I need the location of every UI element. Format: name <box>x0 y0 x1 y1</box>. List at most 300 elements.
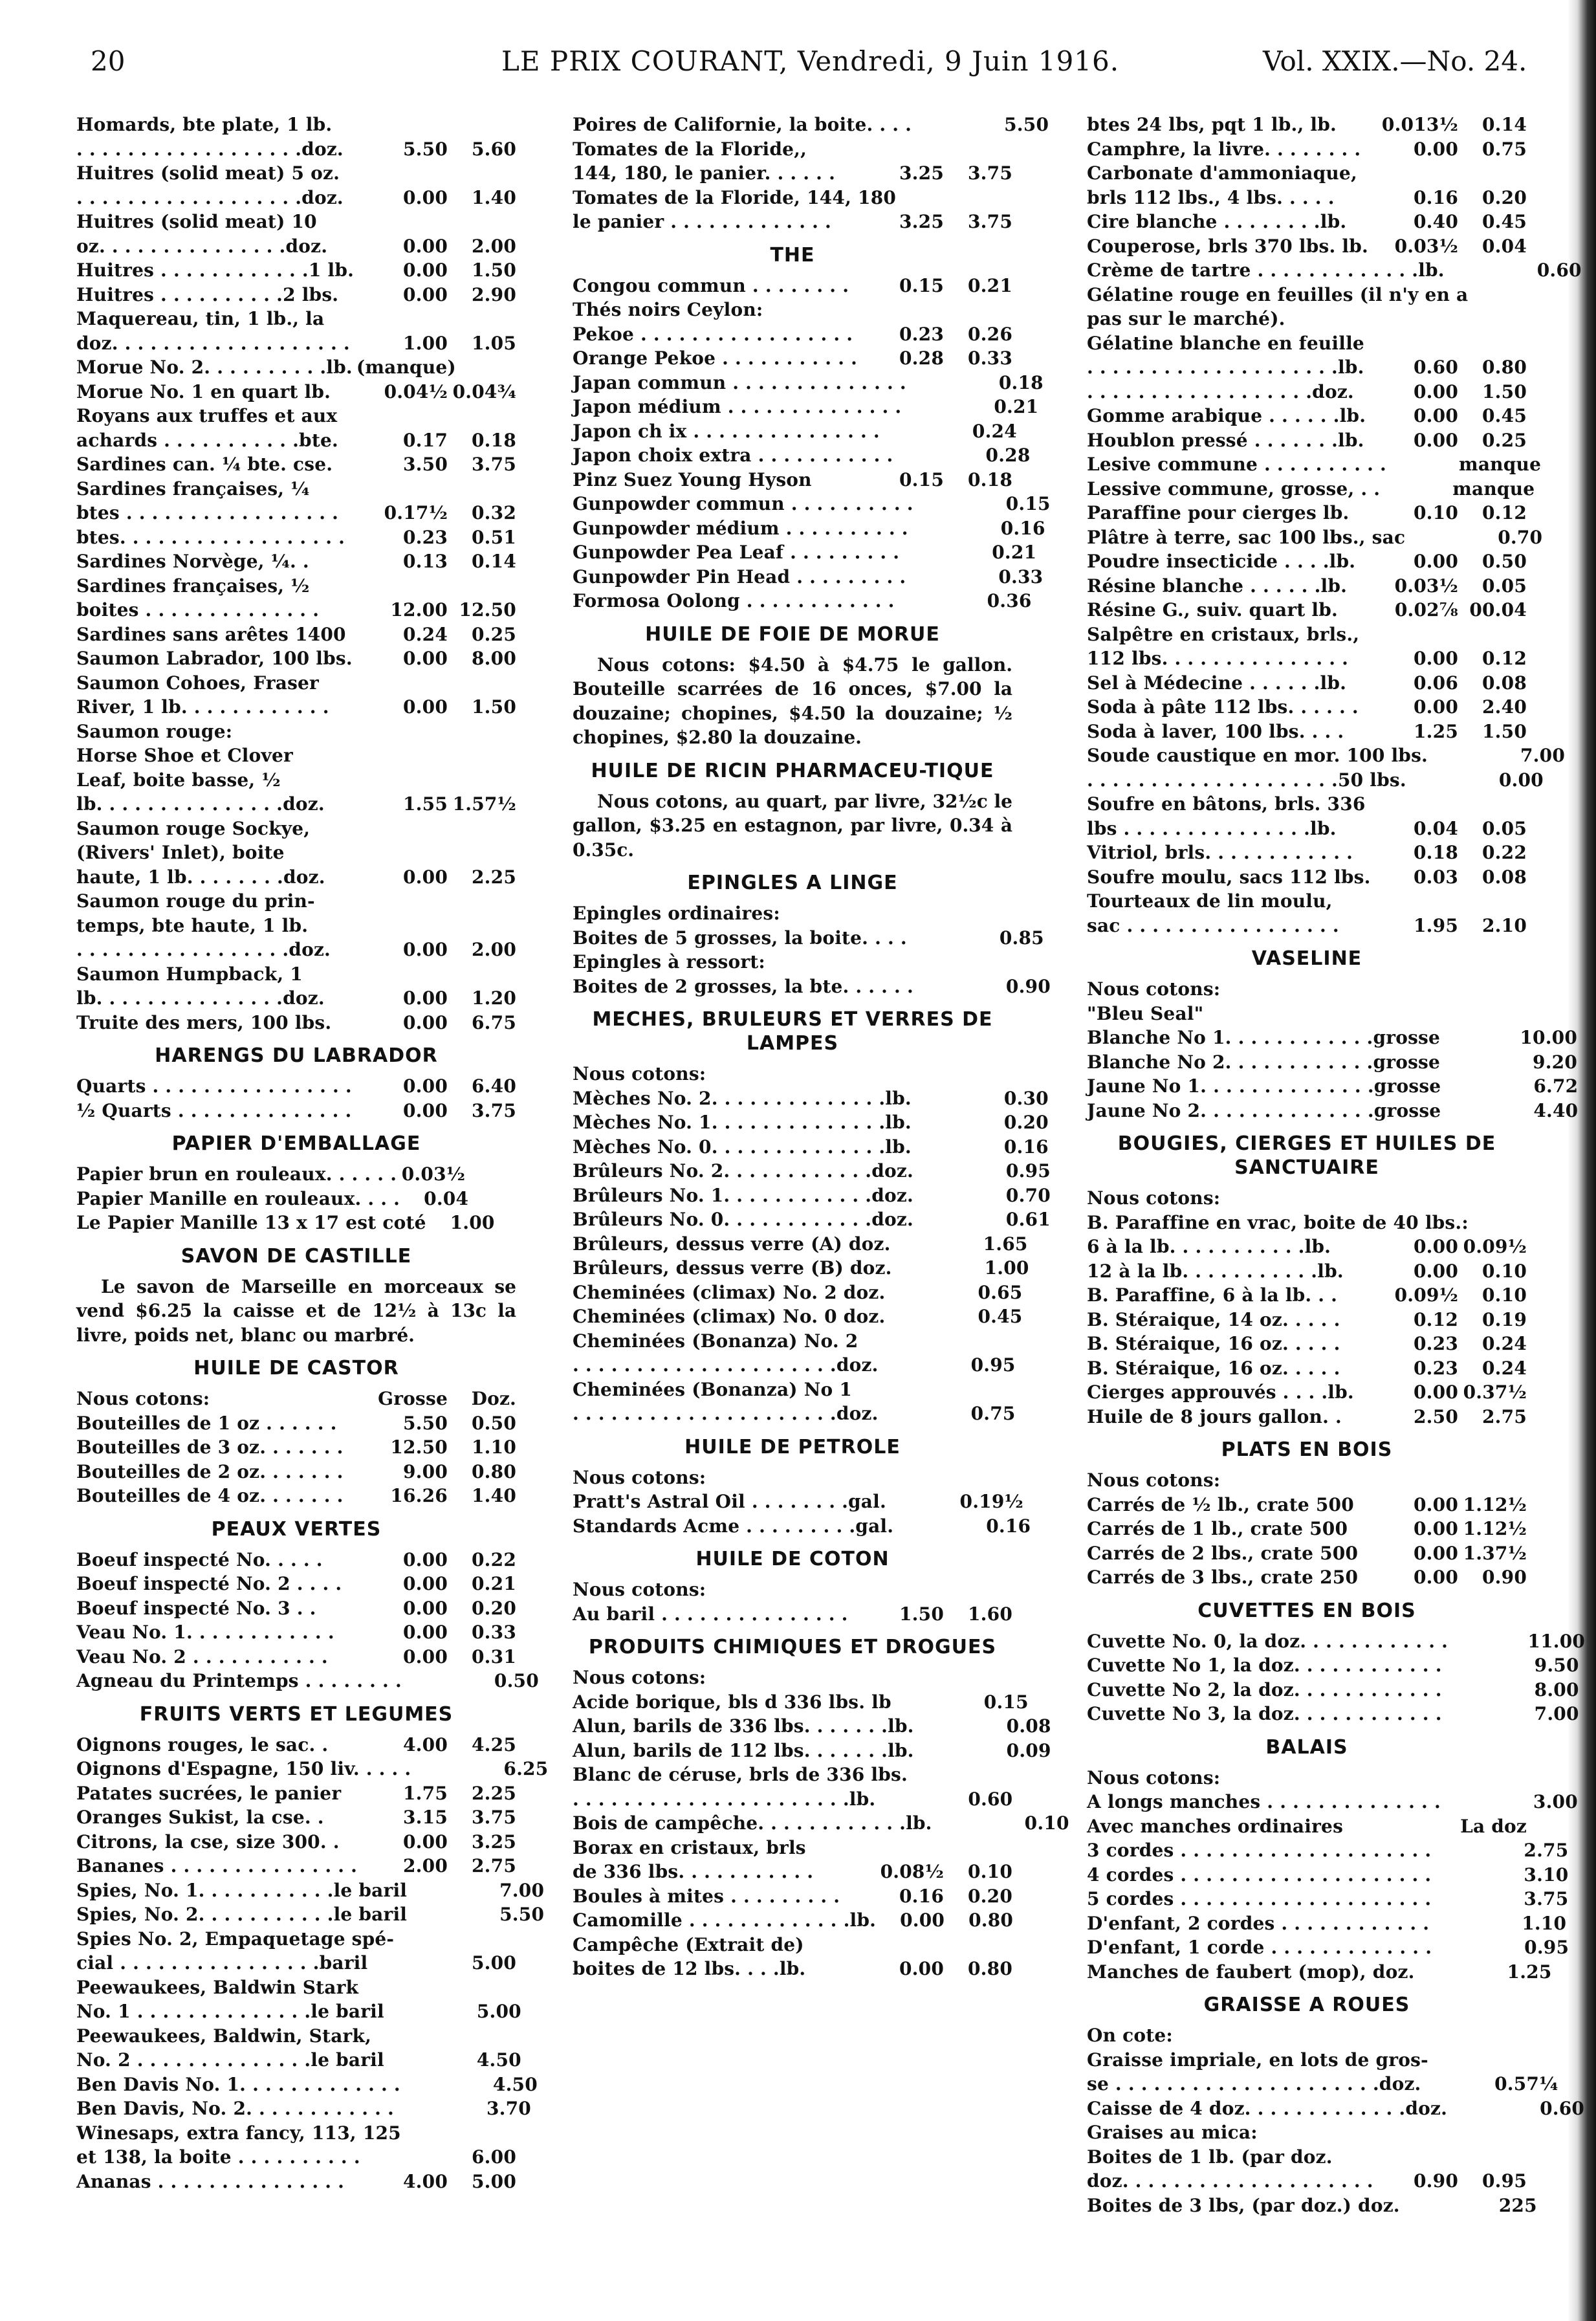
price-line <box>1087 1074 1579 1099</box>
item-description: se . . . . . . . . . . . . . . . . . . . . .doz. <box>1087 2073 1421 2095</box>
item-description: lbs . . . . . . . . . . . . . . .lb. <box>1087 817 1337 839</box>
price-line <box>76 477 516 501</box>
price-line <box>1087 2023 1527 2048</box>
price-line <box>1087 210 1527 234</box>
item-description: 5 cordes . . . . . . . . . . . . . . . . . . . . <box>1087 1888 1432 1909</box>
price-line <box>573 926 1044 951</box>
price-line <box>1087 743 1565 768</box>
item-description: Oranges Sukist, la cse. . <box>76 1807 324 1828</box>
price-line <box>1087 1356 1527 1381</box>
price-high: 1.50 <box>472 259 516 281</box>
price-line <box>573 161 1012 186</box>
section-heading: GRAISSE A ROUES <box>1203 1994 1410 2016</box>
price-high: 1.40 <box>472 186 516 208</box>
price-high: 2.75 <box>1482 1405 1527 1427</box>
item-description: D'enfant, 2 cordes . . . . . . . . . . . . <box>1087 1912 1430 1934</box>
price-low: 4.00 <box>403 1733 448 1755</box>
price-high: 1.50 <box>472 696 516 718</box>
item-description: oz. . . . . . . . . . . . . . .doz. <box>76 235 328 257</box>
price-line <box>76 501 516 525</box>
item-description: . . . . . . . . . . . . . . . . . .doz. <box>1087 380 1354 402</box>
price-high: 0.20 <box>472 1597 516 1619</box>
price-line <box>76 1733 516 1757</box>
price-low: 0.00 <box>403 939 448 960</box>
item-description: Tomates de la Floride,, <box>573 138 807 160</box>
section-heading: PRODUITS CHIMIQUES ET DROGUES <box>588 1636 997 1658</box>
price-low: 12.00 <box>390 599 448 621</box>
item-description: Epingles à ressort: <box>573 951 765 973</box>
item-description: Papier brun en rouleaux. . . . . . <box>76 1163 397 1185</box>
price-high: 0.24 <box>1482 1333 1527 1354</box>
item-description: Nous cotons: <box>1087 1766 1221 1788</box>
price-low: 12.50 <box>390 1436 448 1458</box>
item-description: Citrons, la cse, size 300. . <box>76 1831 340 1853</box>
price-low: 0.00 <box>1414 138 1458 160</box>
item-description: achards . . . . . . . . . . .bte. <box>76 429 338 451</box>
price-line <box>573 137 1012 162</box>
item-description: Huitres . . . . . . . . . . . .1 lb. <box>76 259 355 281</box>
section-heading: BOUGIES, CIERGES ET HUILES DE SANCTUAIRE <box>1117 1132 1496 1179</box>
item-description: Poires de Californie, la boite. . . . <box>573 114 912 135</box>
price-line <box>1087 1911 1567 1936</box>
item-description: Formosa Oolong . . . . . . . . . . . . <box>573 590 895 611</box>
price-low: 0.10 <box>1414 502 1458 523</box>
price-line <box>76 792 516 817</box>
item-description: Salpêtre en cristaux, brls., <box>1087 623 1360 645</box>
price-high: 2.00 <box>472 939 516 960</box>
price-line <box>76 1162 516 1187</box>
price-line <box>76 720 516 744</box>
item-description: B. Stéraique, 16 oz. . . . . <box>1087 1357 1340 1379</box>
price-line <box>1087 695 1527 720</box>
price-line <box>76 1854 516 1878</box>
price-high: 0.60 <box>968 1788 1013 1810</box>
item-description: Spies, No. 1. . . . . . . . . . .le baril <box>76 1879 408 1901</box>
price-line <box>76 307 516 331</box>
price-high: 2.90 <box>472 283 516 305</box>
price-line <box>1087 525 1543 550</box>
price-high: 0.21 <box>472 1573 516 1594</box>
price-high: 3.75 <box>968 162 1012 184</box>
price-line <box>573 468 1012 492</box>
price-high: 1.00 <box>984 1257 1029 1279</box>
price-low: 0.90 <box>1414 2170 1458 2192</box>
price-high: 0.08 <box>1482 866 1527 888</box>
price-line <box>76 1099 516 1123</box>
price-high: 5.50 <box>1004 114 1049 135</box>
item-description: No. 2 . . . . . . . . . . . . . .le baril <box>76 2049 384 2071</box>
item-description: Boeuf inspecté No. . . . . <box>76 1548 323 1570</box>
price-line <box>76 1878 545 1903</box>
publication-title: LE PRIX COURANT, Vendredi, 9 Juin 1916. <box>501 45 1120 77</box>
price-line <box>76 404 516 428</box>
price-line <box>76 2170 516 2194</box>
item-description: Morue No. 2. . . . . . . . . .lb. <box>76 357 353 378</box>
item-description: Truite des mers, 100 lbs. <box>76 1011 332 1033</box>
item-description: Japon médium . . . . . . . . . . . . . . <box>573 396 902 417</box>
price-line <box>1087 865 1527 890</box>
item-description: Au baril . . . . . . . . . . . . . . . <box>573 1603 848 1625</box>
section-heading: PLATS EN BOIS <box>1221 1438 1393 1461</box>
price-low: 0.02⅞ <box>1394 599 1458 621</box>
price-high: 0.45 <box>1482 405 1527 426</box>
item-description: Carrés de 1 lb., crate 500 <box>1087 1518 1348 1539</box>
item-description: Cheminées (climax) No. 0 doz. <box>573 1306 886 1327</box>
price-high: 0.61 <box>1005 1209 1051 1230</box>
price-high: 0.65 <box>978 1281 1023 1303</box>
item-description: Soufre en bâtons, brls. 336 <box>1087 793 1366 815</box>
price-line <box>76 1645 516 1669</box>
price-line <box>573 1135 1049 1160</box>
item-description: btes 24 lbs, pqt 1 lb., lb. <box>1087 114 1337 135</box>
price-low: 0.40 <box>1414 211 1458 232</box>
section-heading: VASELINE <box>1251 947 1362 970</box>
price-low: 4.00 <box>403 2170 448 2192</box>
item-description: Gélatine rouge en feuilles (il n'y en a <box>1087 283 1469 305</box>
price-line <box>573 1957 1012 1981</box>
price-low: 3.25 <box>899 211 944 232</box>
price-line <box>573 395 1039 419</box>
price-low: 1.95 <box>1414 914 1458 936</box>
item-description: Peewaukees, Baldwin, Stark, <box>76 2025 372 2047</box>
item-description: Jaune No 1. . . . . . . . . . . . . .grosse <box>1087 1075 1441 1097</box>
item-description: haute, 1 lb. . . . . . . .doz. <box>76 866 325 888</box>
price-low: 0.00 <box>899 1958 944 1979</box>
page-number: 20 <box>91 45 126 77</box>
price-line <box>76 1620 516 1645</box>
price-low: 0.23 <box>403 526 448 548</box>
price-line <box>1087 258 1582 283</box>
price-line <box>573 1466 1012 1490</box>
price-high: 5.60 <box>472 138 516 160</box>
price-line <box>1087 549 1527 574</box>
item-description: Bananes . . . . . . . . . . . . . . . <box>76 1855 358 1876</box>
price-high: 11.00 <box>1527 1630 1586 1652</box>
price-line <box>76 137 516 162</box>
price-high: 1.40 <box>472 1485 516 1506</box>
price-line <box>76 1902 545 1927</box>
price-line <box>76 1781 516 1806</box>
price-low: 0.03½ <box>1394 575 1458 597</box>
price-line <box>76 1460 516 1484</box>
price-low: 3.15 <box>403 1807 448 1828</box>
price-line <box>76 1999 521 2024</box>
item-description: pas sur le marché). <box>1087 308 1285 329</box>
item-description: Boites de 1 lb. (par doz. <box>1087 2146 1333 2168</box>
section-paragraph: Nous cotons, au quart, par livre, 32½c le gallon, $3.25 en estagnon, par livre, 0.34 à 0.35c. <box>573 790 1012 861</box>
price-line <box>1087 1814 1527 1839</box>
price-line <box>573 298 1012 322</box>
item-description: Graises au mica: <box>1087 2122 1258 2143</box>
price-line <box>1087 1863 1569 1887</box>
price-low: 0.00 <box>403 1548 448 1570</box>
item-description: Blanche No 1. . . . . . . . . . . .grosse <box>1087 1027 1441 1048</box>
price-high: 0.33 <box>472 1622 516 1643</box>
price-line <box>76 841 516 865</box>
price-line <box>573 1514 1031 1539</box>
item-description: Saumon Humpback, 1 <box>76 963 303 985</box>
item-description: Winesaps, extra fancy, 113, 125 <box>76 2122 401 2144</box>
price-low: 0.04½ <box>384 380 448 402</box>
section-heading: HUILE DE RICIN PHARMACEU-TIQUE <box>591 759 994 782</box>
price-line <box>76 186 516 210</box>
item-description: Sardines Norvège, ¼. . <box>76 551 309 572</box>
price-line <box>76 549 516 574</box>
price-low: 0.00 <box>403 696 448 718</box>
price-high: 2.75 <box>472 1855 516 1876</box>
item-description: Tourteaux de lin moulu, <box>1087 890 1333 912</box>
price-line <box>1087 889 1527 914</box>
price-high: 0.30 <box>1003 1087 1049 1109</box>
item-description: Bouteilles de 3 oz. . . . . . . <box>76 1436 344 1458</box>
price-line <box>573 1490 1023 1514</box>
item-description: brls 112 lbs., 4 lbs. . . . . <box>1087 186 1335 208</box>
item-description: Gunpowder Pin Head . . . . . . . . . <box>573 566 906 588</box>
price-line <box>1087 1211 1527 1235</box>
price-line <box>1087 792 1527 817</box>
price-low: 0.15 <box>899 274 944 296</box>
price-high: 225 <box>1498 2194 1537 2216</box>
price-low: 0.00 <box>1414 1236 1458 1257</box>
volume-number: Vol. XXIX.—No. 24. <box>1263 45 1527 77</box>
item-description: Veau No. 1. . . . . . . . . . . . <box>76 1622 334 1643</box>
price-line <box>573 210 1012 234</box>
price-low: 0.17 <box>403 429 448 451</box>
item-description: Standards Acme . . . . . . . . .gal. <box>573 1515 894 1537</box>
item-description: Gunpowder médium . . . . . . . . . . <box>573 517 908 539</box>
item-description: Mèches No. 2. . . . . . . . . . . . . .lb. <box>573 1087 912 1109</box>
item-description: Plâtre à terre, sac 100 lbs., sac <box>1087 526 1406 548</box>
price-low: 0.00 <box>1414 696 1458 718</box>
price-line <box>1087 380 1527 404</box>
price-line <box>76 865 516 890</box>
item-description: Sardines can. ¼ bte. cse. <box>76 454 333 475</box>
item-description: Oignons rouges, le sac. . <box>76 1733 329 1755</box>
price-line <box>1087 1405 1527 1429</box>
price-high: 6.00 <box>472 2146 516 2168</box>
price-line <box>573 1739 1051 1763</box>
item-description: Soude caustique en mor. 100 lbs. <box>1087 745 1428 766</box>
item-description: Camomille . . . . . . . . . . . . .lb. <box>573 1909 877 1931</box>
price-column-3 <box>1087 113 1586 2217</box>
item-description: Cire blanche . . . . . . . .lb. <box>1087 211 1347 232</box>
price-high: 0.08 <box>1482 672 1527 694</box>
price-line <box>76 622 516 647</box>
section-heading: PEAUX VERTES <box>211 1517 382 1541</box>
price-line <box>1087 186 1527 210</box>
item-description: le panier . . . . . . . . . . . . . <box>573 211 831 232</box>
price-low: 16.26 <box>390 1485 448 1506</box>
item-description: Spies No. 2, Empaquetage spé- <box>76 1928 395 1950</box>
price-high: 0.18 <box>968 468 1012 490</box>
item-description: Graisse impriale, en lots de gros- <box>1087 2049 1428 2071</box>
item-description: Cuvette No. 0, la doz. . . . . . . . . . . . <box>1087 1630 1448 1652</box>
price-low: 0.00 <box>403 259 448 281</box>
item-description: Papier Manille en rouleaux. . . . <box>76 1187 400 1209</box>
item-description: 144, 180, le panier. . . . . . <box>573 162 836 184</box>
price-line <box>573 1232 1028 1257</box>
price-line <box>1087 307 1527 331</box>
price-line <box>76 1596 516 1621</box>
item-description: 4 cordes . . . . . . . . . . . . . . . . . . . . <box>1087 1864 1432 1886</box>
price-low: 0.28 <box>899 347 944 369</box>
price-line <box>1087 2096 1585 2121</box>
section-heading: MECHES, BRULEURS ET VERRES DE LAMPES <box>592 1008 993 1055</box>
price-high: 0.12 <box>1482 502 1527 523</box>
price-high: 0.21 <box>992 542 1037 563</box>
price-low: 0.13 <box>403 551 448 572</box>
item-description: B. Paraffine en vrac, boite de 40 lbs.: <box>1087 1211 1469 1233</box>
price-low: 0.08½ <box>880 1861 944 1882</box>
price-high: 0.08 <box>1006 1715 1051 1737</box>
price-high: 2.25 <box>472 1782 516 1804</box>
price-line <box>76 428 516 453</box>
price-high: 1.20 <box>472 987 516 1009</box>
price-high: 2.10 <box>1482 914 1527 936</box>
price-line <box>76 2145 516 2170</box>
item-description: . . . . . . . . . . . . . . . . . . . . . .lb. <box>573 1788 876 1810</box>
price-high: 0.10 <box>1482 1284 1527 1306</box>
price-low: 0.03½ <box>401 1163 466 1185</box>
price-high: 5.00 <box>472 2170 516 2192</box>
price-line <box>573 443 1031 468</box>
item-description: Alun, barils de 112 lbs. . . . . . .lb. <box>573 1739 914 1761</box>
item-description: Lessive commune, grosse, . . <box>1087 478 1381 500</box>
item-description: Nous cotons: <box>573 1063 706 1084</box>
price-high: manque <box>1452 478 1535 500</box>
item-description: ½ Quarts . . . . . . . . . . . . . . <box>76 1099 352 1121</box>
section-heading: HUILE DE FOIE DE MORUE <box>645 622 940 646</box>
item-description: On cote: <box>1087 2025 1173 2046</box>
price-high: 0.16 <box>1003 1136 1049 1158</box>
price-low: 0.00 <box>1414 1381 1458 1403</box>
price-line <box>1087 1332 1527 1356</box>
price-high: 2.00 <box>472 235 516 257</box>
price-low: 0.013½ <box>1381 114 1458 135</box>
price-line <box>573 1933 1012 1957</box>
price-line <box>1087 622 1527 647</box>
item-description: Patates sucrées, le panier <box>76 1782 342 1804</box>
item-description: Veau No. 2 . . . . . . . . . . . <box>76 1645 328 1667</box>
price-high: 1.05 <box>472 332 516 354</box>
item-description: Brûleurs, dessus verre (B) doz. <box>573 1257 892 1279</box>
price-line <box>76 574 516 599</box>
section-heading: HUILE DE COTON <box>695 1548 890 1570</box>
price-line <box>1087 452 1542 477</box>
price-low: 0.00 <box>1414 1260 1458 1282</box>
price-line <box>573 1884 1012 1909</box>
price-line <box>573 1086 1049 1111</box>
item-description: Acide borique, bls d 336 lbs. lb <box>573 1691 891 1713</box>
section-paragraph: Nous cotons: $4.50 à $4.75 le gallon. Bouteille scarrées de 16 onces, $7.00 la douzaine; chopines, $4.50 la douzaine; ½ chopines, $2.80 la douzaine. <box>573 654 1012 748</box>
price-line <box>76 1548 516 1572</box>
price-low: 0.15 <box>899 468 944 490</box>
price-line <box>76 525 516 550</box>
price-line <box>76 1805 516 1830</box>
item-description: Nous cotons: <box>1087 1187 1221 1209</box>
item-description: B. Paraffine, 6 à la lb. . . <box>1087 1284 1338 1306</box>
item-description: et 138, la boite . . . . . . . . . . <box>76 2146 360 2168</box>
price-low: 1.55 <box>403 793 448 815</box>
price-line <box>76 331 516 356</box>
item-description: . . . . . . . . . . . . . . . . .doz. <box>76 939 331 960</box>
price-high: 0.15 <box>1005 493 1051 514</box>
price-low: 0.00 <box>1414 405 1458 426</box>
price-line <box>1087 2072 1558 2096</box>
price-line <box>573 516 1045 541</box>
price-line <box>76 2073 538 2097</box>
price-line <box>1087 477 1535 501</box>
price-high: 0.50 <box>472 1412 516 1434</box>
price-high: 0.19½ <box>959 1491 1023 1512</box>
price-line <box>76 355 516 380</box>
price-high: 0.19 <box>1482 1308 1527 1330</box>
item-description: Borax en cristaux, brls <box>573 1836 806 1858</box>
price-line <box>1087 428 1527 453</box>
price-low: 0.00 <box>403 1075 448 1097</box>
price-line <box>1087 720 1527 744</box>
price-high: 0.10 <box>968 1861 1012 1882</box>
price-line <box>76 1757 549 1781</box>
price-line <box>76 1187 516 1211</box>
price-low: 0.00 <box>1414 1542 1458 1564</box>
price-line <box>573 1159 1051 1183</box>
price-low: 0.00 <box>403 648 448 669</box>
price-line <box>76 986 516 1011</box>
item-description: Huitres (solid meat) 10 <box>76 211 317 232</box>
item-description: Cheminées (Bonanza) No 1 <box>573 1378 853 1400</box>
price-line <box>573 1304 1023 1329</box>
price-line <box>76 914 516 938</box>
price-line <box>1087 1235 1527 1259</box>
price-line <box>1087 1380 1527 1405</box>
price-line <box>573 1666 1012 1690</box>
section-heading: HARENGS DU LABRADOR <box>155 1044 438 1067</box>
item-description: boites de 12 lbs. . . .lb. <box>573 1958 806 1979</box>
item-description: . . . . . . . . . . . . . . . . . . . . .doz. <box>573 1354 879 1376</box>
price-low: 1.75 <box>403 1782 448 1804</box>
price-high: 0.24 <box>972 420 1017 442</box>
price-line <box>573 113 1049 137</box>
price-low: 0.23 <box>1414 1357 1458 1379</box>
item-description: Saumon Cohoes, Fraser <box>76 672 320 694</box>
section-heading: EPINGLES A LINGE <box>687 872 898 894</box>
price-high: 0.25 <box>1482 429 1527 451</box>
price-line <box>573 1787 1012 1812</box>
price-high: 0.57¼ <box>1494 2073 1558 2095</box>
price-low: 0.18 <box>1414 842 1458 863</box>
item-description: Nous cotons: <box>1087 978 1221 1000</box>
price-line <box>1087 2169 1527 2194</box>
item-description: Saumon rouge du prin- <box>76 890 315 912</box>
price-high: Doz. <box>471 1388 516 1409</box>
item-description: Brûleurs, dessus verre (A) doz. <box>573 1233 891 1255</box>
section-paragraph: Le savon de Marseille en morceaux se vend $6.25 la caisse et de 12½ à 13c la livre, poids net, blanc ou marbré. <box>76 1275 516 1346</box>
price-line <box>573 1378 1012 1402</box>
item-description: Japon choix extra . . . . . . . . . . . <box>573 445 893 466</box>
item-description: Paraffine pour cierges lb. <box>1087 502 1350 523</box>
price-line <box>1087 1629 1586 1654</box>
item-description: Pinz Suez Young Hyson <box>573 468 812 490</box>
price-low: 0.00 <box>1414 1567 1458 1588</box>
price-line <box>573 1329 1012 1354</box>
price-line <box>1087 1099 1579 1123</box>
price-line <box>1087 1702 1579 1726</box>
item-description: btes . . . . . . . . . . . . . . . . . <box>76 502 339 523</box>
price-high: 5.50 <box>499 1904 545 1925</box>
price-low: 5.50 <box>403 1412 448 1434</box>
price-high: 0.16 <box>986 1515 1031 1537</box>
